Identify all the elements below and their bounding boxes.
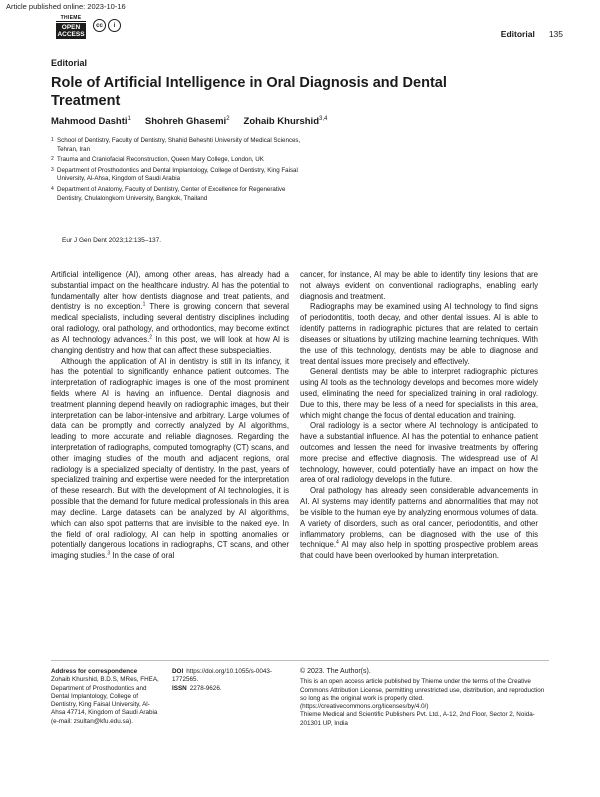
open-access-box [56,23,86,39]
license-text: This is an open access article published by Thieme under the terms of the Creative Commons Attribution License, permitting unrestricted use, distribution, and reproduction so long as the original work is properly cited. (https://creativecommons.org/licenses/by/4.0/) [300,678,545,711]
published-date: Article published online: 2023-10-16 [6,2,126,11]
thieme-open-access-logo [56,15,86,39]
body-column-right [300,270,538,562]
paragraph: Oral radiology is a sector where AI technology is anticipated to have a substantial influence. AI has the potential to enhance patient outcomes and lessen the need for invasive treatments by offering more precise and effective diagnosis. The widespread use of AI technology, however, could potentially have an impact on how the area of oral radiology develops in the future. [300,421,538,485]
open-text: OPEN [61,24,81,31]
body-column-left [51,270,289,562]
copyright-block [300,668,549,728]
author-list [51,116,327,127]
cc-license-badges [93,19,121,32]
affiliation: 3 Department of Prosthodontics and Dental Implantology, College of Dentistry, King Faisal University, Al-Ahsa, Kingdom of Saudi Arabia [51,166,298,183]
attribution-icon: i [108,19,121,32]
affiliations [51,137,311,205]
author: Mahmood Dashti$^1$ [51,116,131,128]
affiliation: 4 Department of Anatomy, Faculty of Dentistry, Center of Excellence for Regenerative Dentistry, Chulalongkorn University, Bangkok, Thailand [51,185,286,202]
article-type: Editorial [51,58,88,68]
affiliation: 2 Trauma and Craniofacial Reconstruction, Queen Mary College, London, UK [51,156,264,164]
running-head [501,29,563,39]
thieme-logo-text: THIEME [56,15,86,22]
author: Shohreh Ghasemi$^2$ [144,116,230,128]
issn: ISSN 2278-9626. [172,684,222,692]
publisher-info: Thieme Medical and Scientific Publishers Pvt. Ltd., A-12, 2nd Floor, Sector 2, Noida-201301 UP, India [300,711,535,727]
paragraph: Oral pathology has already seen considerable advancements in AI. AI systems may identify patterns and abnormalities that may not be visible to the human eye by analyzing enormous volumes of data. A variety of disorders, such as oral cancer, periodontitis, and other inflammatory problems, can be diagnosed with the use of this technique.$^4$ AI may also help in spotting prospective problem areas that could have been overlooked by human interpretation. [300,486,538,561]
access-text: ACCESS [57,31,85,38]
paragraph: cancer, for instance, AI may be able to identify tiny lesions that are not always evident on conventional radiographs, enabling early diagnosis and treatment. [300,270,538,301]
creative-commons-icon: cc [93,19,106,32]
correspondence-address [51,668,161,726]
paragraph: Artificial intelligence (AI), among other areas, has already had a substantial impact on the healthcare industry. AI has the potential to fundamentally alter how dentists diagnose and treat patients, and dentistry is no exception.$^1$ There is growing concern that several medical specialists, including several dentistry disciplines including oral radiology, oral pathology, and orthodontics, may become extinct as AI technology advances.$^2$ In this post, we will look at how AI is changing dentistry and how that can affect these subspecialties. [51,270,290,355]
footer-divider [51,660,549,661]
author: Zohaib Khurshid$^{3,4}$ [243,116,328,128]
paragraph: Radiographs may be examined using AI technology to find signs of periodontitis, tooth decay, and other dental issues. AI is able to identify patterns in radiographic pictures that are related to certain diseases or situations by utilizing machine learning techniques. With the use of this technology, dentists may be able to diagnose and treat dental issues more precisely and effectively. [300,302,538,366]
copyright: © 2023. The Author(s). [300,668,371,675]
page-number: 135 [548,29,563,39]
journal-citation: Eur J Gen Dent 2023;12:135–137. [62,237,162,244]
affiliation: 1 School of Dentistry, Faculty of Dentistry, Shahid Beheshti University of Medical Sciences, Tehran, Iran [51,137,301,153]
running-head-section: Editorial [500,29,535,39]
correspondence-text: Zohaib Khurshid, B.D.S, MRes, FHEA, Department of Prosthodontics and Dental Implantology, College of Dentistry, King Faisal University, Al-Ahsa 47714, Kingdom of Saudi Arabia (e-mail: zsultan@kfu.edu.sa). [51,676,159,725]
doi-link[interactable]: https://doi.org/10.1055/s-0043-1772565. [172,668,272,684]
paragraph: General dentists may be able to interpret radiographic pictures using AI tools as the technology develops and becomes more widely used, eliminating the need for specialized training in oral radiology. Due to this, there may be less of a need for specialists in this area, which might change the focus of dental education and training. [300,367,538,420]
paragraph: Although the application of AI in dentistry is still in its infancy, it has the potential to significantly enhance patient outcomes. The interpretation of radiographic images is one of the most prominent fields where AI is having an influence. Dental diagnosis and treatment planning depend heavily on radiographic images, but their interpretation can be labor-intensive and arbitrary. Large volumes of data can be promptly and correctly analyzed by AI algorithms, leading to more accurate and reliable diagnoses. Regarding the interpretation of radiographs, computed tomography (CT) scans, and other imaging studies of the mouth and adjacent regions, oral radiology is a specialized specialty of dentistry. In the past, years of specialized training and expertise were needed for the interpretation of these research. But with the development of AI technologies, it is possible that the demand for future medical professionals in this area may decline. Large datasets can be analyzed by AI algorithms, which can also spot patterns that are invisible to the naked eye. In the field of oral radiology, AI can help in spotting anomalies or potentially dangerous locations in radiographs, CT scans, and other imaging studies.$^3$ In the case of oral [51,356,289,561]
correspondence-heading: Address for correspondence [51,668,138,675]
doi: DOI https://doi.org/10.1055/s-0043-1772565. [172,668,272,684]
doi-issn-block [172,668,282,693]
article-title: Role of Artificial Intelligence in Oral Diagnosis and Dental Treatment [51,75,447,109]
